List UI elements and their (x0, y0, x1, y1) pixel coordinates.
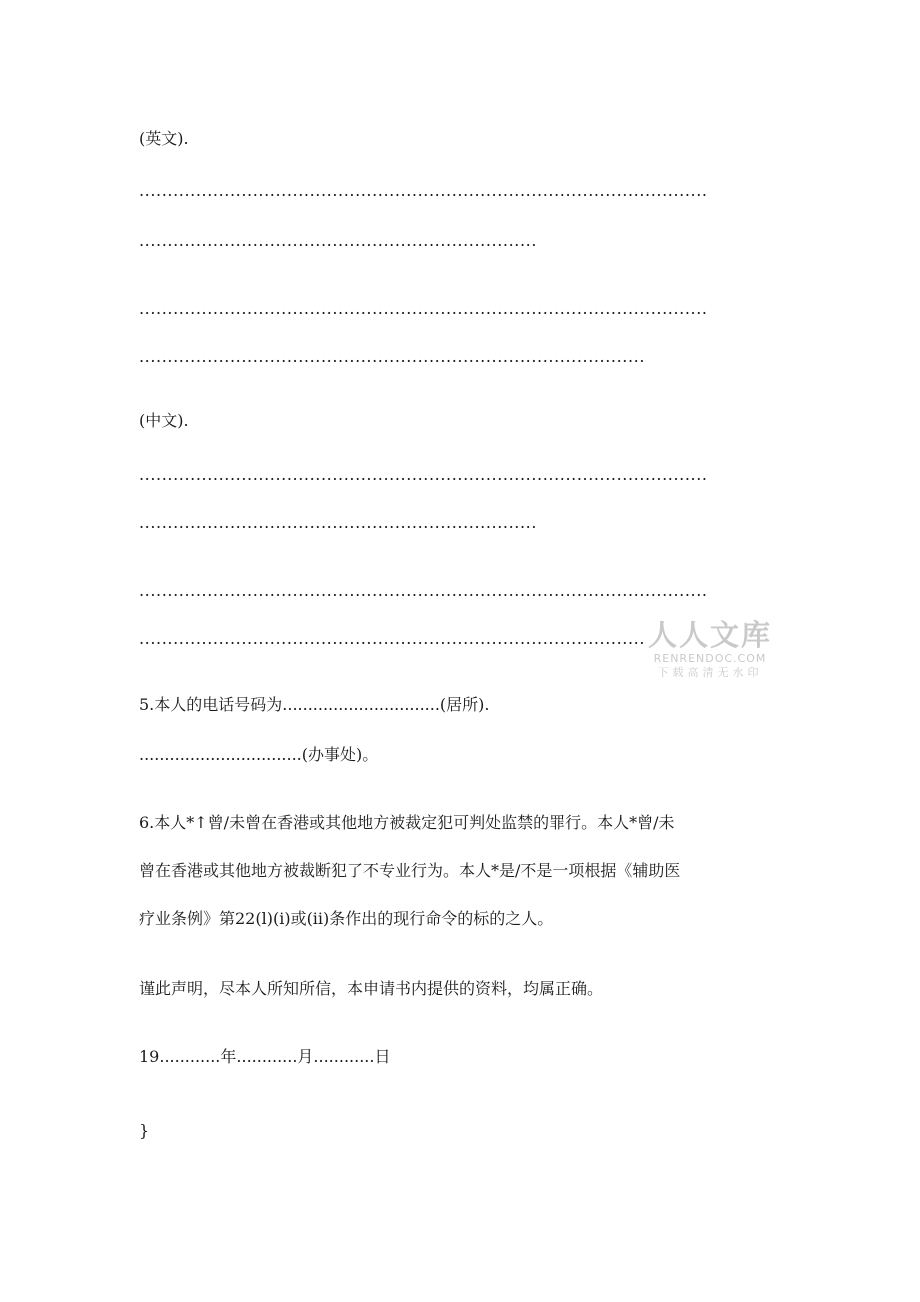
closing-brace: } (139, 1121, 150, 1140)
date-line: 19............年............月............日 (139, 1047, 391, 1066)
conviction-statement-line-1: 6.本人*↑曾/未曾在香港或其他地方被裁定犯可判处监禁的罪行。本人*曾/未 (139, 813, 675, 832)
english-name-dotted-line-1: .................................................................................................... (139, 181, 708, 200)
chinese-name-dotted-line-1: .................................................................................................... (139, 465, 708, 484)
watermark-subtitle: 下载高清无水印 (657, 666, 763, 679)
watermark-domain: RENRENDOC.COM (653, 652, 767, 665)
english-name-dotted-line-3: .................................................................................................... (139, 299, 708, 318)
phone-number-line-2: ................................(办事处)。 (139, 745, 379, 764)
conviction-statement-line-3: 疗业条例》第22(l)(i)或(ii)条作出的现行命令的标的之人。 (139, 909, 554, 928)
chinese-name-dotted-line-4: ......................................................................................... (139, 629, 646, 648)
chinese-name-dotted-line-2: ...................................................................... (139, 513, 538, 532)
chinese-name-dotted-line-3: .................................................................................................... (139, 581, 708, 600)
chinese-name-label: (中文). (139, 411, 189, 430)
conviction-statement-line-2: 曾在香港或其他地方被裁断犯了不专业行为。本人*是/不是一项根据《辅助医 (139, 861, 681, 880)
phone-number-line-1: 5.本人的电话号码为...............................(居所). (139, 695, 490, 714)
watermark-logo (645, 618, 775, 680)
declaration-text: 谨此声明，尽本人所知所信，本申请书内提供的资料，均属正确。 (139, 979, 604, 998)
english-name-dotted-line-4: ......................................................................................... (139, 347, 646, 366)
english-name-dotted-line-2: ...................................................................... (139, 231, 538, 250)
watermark-title: 人人文库 (647, 618, 772, 652)
english-name-label: (英文). (139, 129, 189, 148)
